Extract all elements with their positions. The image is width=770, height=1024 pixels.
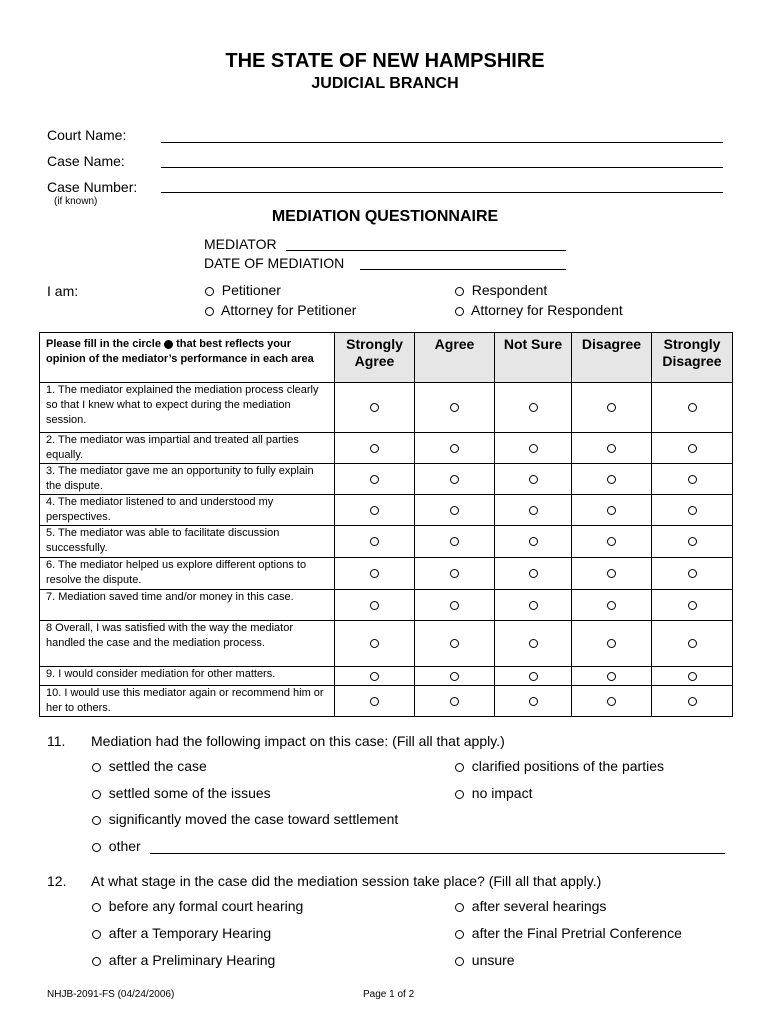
rating-cell[interactable] bbox=[572, 526, 652, 558]
mediator-label: MEDIATOR bbox=[204, 236, 277, 252]
question-text: 1. The mediator explained the mediation process clearly so that I knew what to expect during the mediation session. bbox=[40, 383, 335, 433]
rating-cell[interactable] bbox=[335, 558, 415, 590]
rating-cell[interactable] bbox=[495, 495, 572, 526]
radio-circle-icon[interactable] bbox=[529, 506, 538, 515]
option-petitioner[interactable]: Petitioner bbox=[205, 282, 281, 298]
radio-circle-icon[interactable] bbox=[450, 672, 459, 681]
rating-cell[interactable] bbox=[572, 686, 652, 717]
rating-cell[interactable] bbox=[335, 433, 415, 464]
radio-circle-icon[interactable] bbox=[607, 601, 616, 610]
rating-cell[interactable] bbox=[572, 433, 652, 464]
rating-cell[interactable] bbox=[572, 621, 652, 667]
radio-circle-icon[interactable] bbox=[688, 569, 697, 578]
option-attorney-for-petitioner[interactable]: Attorney for Petitioner bbox=[205, 302, 356, 318]
rating-cell[interactable] bbox=[415, 558, 495, 590]
radio-circle-icon[interactable] bbox=[455, 903, 464, 912]
radio-circle-icon[interactable] bbox=[450, 444, 459, 453]
radio-circle-icon[interactable] bbox=[92, 957, 101, 966]
rating-cell[interactable] bbox=[652, 621, 733, 667]
rating-cell[interactable] bbox=[495, 558, 572, 590]
radio-circle-icon[interactable] bbox=[370, 672, 379, 681]
table-row bbox=[40, 495, 733, 526]
rating-cell[interactable] bbox=[495, 590, 572, 621]
q11-option-settled-the-case[interactable]: settled the case bbox=[92, 758, 207, 774]
radio-circle-icon[interactable] bbox=[450, 601, 459, 610]
page-number: Page 1 of 2 bbox=[363, 989, 415, 1000]
table-row bbox=[40, 464, 733, 495]
radio-circle-icon[interactable] bbox=[450, 506, 459, 515]
question-text: 5. The mediator was able to facilitate discussion successfully. bbox=[40, 526, 335, 558]
radio-circle-icon[interactable] bbox=[688, 697, 697, 706]
rating-cell[interactable] bbox=[335, 621, 415, 667]
radio-circle-icon[interactable] bbox=[529, 403, 538, 412]
radio-circle-icon[interactable] bbox=[205, 287, 214, 296]
radio-circle-icon[interactable] bbox=[688, 403, 697, 412]
rating-cell[interactable] bbox=[652, 433, 733, 464]
rating-cell[interactable] bbox=[335, 590, 415, 621]
rating-cell[interactable] bbox=[652, 667, 733, 686]
option-attorney-for-respondent[interactable]: Attorney for Respondent bbox=[455, 302, 623, 318]
case-name-field[interactable] bbox=[161, 167, 723, 168]
rating-cell[interactable] bbox=[415, 526, 495, 558]
radio-circle-icon[interactable] bbox=[688, 537, 697, 546]
q12-option-after-preliminary-hearing[interactable]: after a Preliminary Hearing bbox=[92, 952, 275, 968]
i-am-label: I am: bbox=[47, 283, 79, 299]
radio-circle-icon[interactable] bbox=[455, 790, 464, 799]
page-title: THE STATE OF NEW HAMPSHIRE bbox=[225, 50, 545, 72]
rating-cell[interactable] bbox=[572, 464, 652, 495]
table-row bbox=[40, 590, 733, 621]
question-text: 10. I would use this mediator again or recommend him or her to others. bbox=[40, 686, 335, 717]
rating-cell[interactable] bbox=[415, 667, 495, 686]
radio-circle-icon[interactable] bbox=[370, 403, 379, 412]
rating-cell[interactable] bbox=[652, 464, 733, 495]
rating-cell[interactable] bbox=[652, 495, 733, 526]
q12-text: At what stage in the case did the mediation session take place? (Fill all that apply.) bbox=[91, 873, 602, 889]
rating-cell[interactable] bbox=[495, 621, 572, 667]
radio-circle-icon[interactable] bbox=[688, 444, 697, 453]
rating-cell[interactable] bbox=[335, 526, 415, 558]
case-number-field[interactable] bbox=[161, 192, 723, 193]
table-row bbox=[40, 686, 733, 717]
radio-circle-icon[interactable] bbox=[92, 843, 101, 852]
radio-circle-icon[interactable] bbox=[688, 475, 697, 484]
rating-table bbox=[39, 332, 733, 717]
rating-cell[interactable] bbox=[335, 464, 415, 495]
case-number-label: Case Number: bbox=[47, 179, 138, 195]
rating-cell[interactable] bbox=[495, 686, 572, 717]
if-known-note: (if known) bbox=[54, 196, 98, 207]
table-row bbox=[40, 558, 733, 590]
radio-circle-icon[interactable] bbox=[529, 537, 538, 546]
radio-circle-icon[interactable] bbox=[455, 930, 464, 939]
radio-circle-icon[interactable] bbox=[370, 475, 379, 484]
radio-circle-icon[interactable] bbox=[607, 444, 616, 453]
radio-circle-icon[interactable] bbox=[529, 697, 538, 706]
radio-circle-icon[interactable] bbox=[92, 930, 101, 939]
radio-circle-icon[interactable] bbox=[92, 816, 101, 825]
q12-option-after-final-pretrial[interactable]: after the Final Pretrial Conference bbox=[455, 925, 682, 941]
radio-circle-icon[interactable] bbox=[92, 903, 101, 912]
case-name-label: Case Name: bbox=[47, 153, 125, 169]
radio-circle-icon[interactable] bbox=[450, 537, 459, 546]
table-row bbox=[40, 383, 733, 433]
question-text: 4. The mediator listened to and understood my perspectives. bbox=[40, 495, 335, 526]
radio-circle-icon[interactable] bbox=[607, 569, 616, 578]
rating-cell[interactable] bbox=[572, 383, 652, 433]
q12-number: 12. bbox=[47, 873, 67, 889]
radio-circle-icon[interactable] bbox=[529, 601, 538, 610]
rating-cell[interactable] bbox=[495, 464, 572, 495]
radio-circle-icon[interactable] bbox=[450, 569, 459, 578]
radio-circle-icon[interactable] bbox=[529, 639, 538, 648]
radio-circle-icon[interactable] bbox=[370, 569, 379, 578]
radio-circle-icon[interactable] bbox=[370, 506, 379, 515]
question-text: 6. The mediator helped us explore different options to resolve the dispute. bbox=[40, 558, 335, 590]
rating-cell[interactable] bbox=[652, 526, 733, 558]
radio-circle-icon[interactable] bbox=[607, 639, 616, 648]
radio-circle-icon[interactable] bbox=[205, 307, 214, 316]
q12-option-after-several-hearings[interactable]: after several hearings bbox=[455, 898, 606, 914]
radio-circle-icon[interactable] bbox=[529, 569, 538, 578]
rating-cell[interactable] bbox=[415, 495, 495, 526]
rating-cell[interactable] bbox=[335, 495, 415, 526]
mediator-field[interactable] bbox=[286, 250, 566, 251]
rating-cell[interactable] bbox=[495, 383, 572, 433]
question-text: 2. The mediator was impartial and treated all parties equally. bbox=[40, 433, 335, 464]
q11-other-field[interactable] bbox=[150, 853, 725, 854]
question-text: 7. Mediation saved time and/or money in this case. bbox=[40, 590, 335, 621]
radio-circle-icon[interactable] bbox=[607, 403, 616, 412]
radio-circle-icon[interactable] bbox=[529, 444, 538, 453]
rating-cell[interactable] bbox=[415, 686, 495, 717]
table-header-row bbox=[40, 333, 733, 383]
q11-option-no-impact[interactable]: no impact bbox=[455, 785, 532, 801]
filled-circle-icon bbox=[164, 340, 173, 349]
form-id: NHJB-2091-FS (04/24/2006) bbox=[47, 989, 175, 1000]
table-row bbox=[40, 526, 733, 558]
rating-cell[interactable] bbox=[335, 686, 415, 717]
question-text: 3. The mediator gave me an opportunity to fully explain the dispute. bbox=[40, 464, 335, 495]
date-of-mediation-field[interactable] bbox=[360, 269, 566, 270]
q11-option-moved-toward-settlement[interactable]: significantly moved the case toward settlement bbox=[92, 811, 398, 827]
radio-circle-icon[interactable] bbox=[688, 506, 697, 515]
radio-circle-icon[interactable] bbox=[455, 763, 464, 772]
radio-circle-icon[interactable] bbox=[92, 790, 101, 799]
column-strongly-disagree: Strongly Disagree bbox=[652, 333, 733, 383]
radio-circle-icon[interactable] bbox=[688, 672, 697, 681]
rating-cell[interactable] bbox=[572, 590, 652, 621]
radio-circle-icon[interactable] bbox=[370, 697, 379, 706]
column-not-sure: Not Sure bbox=[495, 333, 572, 383]
page-subtitle: JUDICIAL BRANCH bbox=[311, 75, 459, 92]
radio-circle-icon[interactable] bbox=[607, 506, 616, 515]
q12-option-after-temporary-hearing[interactable]: after a Temporary Hearing bbox=[92, 925, 271, 941]
q11-option-settled-some-issues[interactable]: settled some of the issues bbox=[92, 785, 271, 801]
table-row bbox=[40, 621, 733, 667]
q11-option-clarified-positions[interactable]: clarified positions of the parties bbox=[455, 758, 664, 774]
radio-circle-icon[interactable] bbox=[450, 697, 459, 706]
radio-circle-icon[interactable] bbox=[370, 444, 379, 453]
radio-circle-icon[interactable] bbox=[607, 537, 616, 546]
rating-cell[interactable] bbox=[495, 526, 572, 558]
rating-cell[interactable] bbox=[572, 667, 652, 686]
rating-cell[interactable] bbox=[495, 433, 572, 464]
q11-text: Mediation had the following impact on this case: (Fill all that apply.) bbox=[91, 733, 505, 749]
q11-option-other[interactable]: other bbox=[92, 838, 141, 854]
court-name-field[interactable] bbox=[161, 142, 723, 143]
form-title: MEDIATION QUESTIONNAIRE bbox=[271, 208, 499, 225]
radio-circle-icon[interactable] bbox=[370, 639, 379, 648]
radio-circle-icon[interactable] bbox=[607, 475, 616, 484]
rating-cell[interactable] bbox=[415, 590, 495, 621]
radio-circle-icon[interactable] bbox=[92, 763, 101, 772]
rating-cell[interactable] bbox=[335, 383, 415, 433]
rating-cell[interactable] bbox=[495, 667, 572, 686]
radio-circle-icon[interactable] bbox=[455, 957, 464, 966]
radio-circle-icon[interactable] bbox=[607, 697, 616, 706]
rating-cell[interactable] bbox=[415, 464, 495, 495]
date-of-mediation-label: DATE OF MEDIATION bbox=[204, 255, 345, 271]
rating-cell[interactable] bbox=[415, 433, 495, 464]
q11-number: 11. bbox=[47, 733, 66, 749]
radio-circle-icon[interactable] bbox=[450, 639, 459, 648]
radio-circle-icon[interactable] bbox=[688, 601, 697, 610]
rating-cell[interactable] bbox=[415, 383, 495, 433]
question-text: 8 Overall, I was satisfied with the way the mediator handled the case and the mediation process. bbox=[40, 621, 335, 667]
column-strongly-agree: Strongly Agree bbox=[335, 333, 415, 383]
rating-cell[interactable] bbox=[335, 667, 415, 686]
radio-circle-icon[interactable] bbox=[607, 672, 616, 681]
radio-circle-icon[interactable] bbox=[455, 307, 464, 316]
column-agree: Agree bbox=[415, 333, 495, 383]
rating-cell[interactable] bbox=[572, 558, 652, 590]
rating-cell[interactable] bbox=[572, 495, 652, 526]
radio-circle-icon[interactable] bbox=[688, 639, 697, 648]
radio-circle-icon[interactable] bbox=[450, 475, 459, 484]
table-instructions: Please fill in the circle that best reflects your opinion of the mediator’s performance in each area bbox=[40, 333, 335, 383]
radio-circle-icon[interactable] bbox=[529, 475, 538, 484]
q12-option-unsure[interactable]: unsure bbox=[455, 952, 515, 968]
column-disagree: Disagree bbox=[572, 333, 652, 383]
radio-circle-icon[interactable] bbox=[370, 537, 379, 546]
question-text: 9. I would consider mediation for other matters. bbox=[40, 667, 335, 686]
rating-cell[interactable] bbox=[652, 590, 733, 621]
rating-cell[interactable] bbox=[652, 558, 733, 590]
radio-circle-icon[interactable] bbox=[529, 672, 538, 681]
rating-cell[interactable] bbox=[652, 686, 733, 717]
table-row bbox=[40, 433, 733, 464]
radio-circle-icon[interactable] bbox=[455, 287, 464, 296]
option-respondent[interactable]: Respondent bbox=[455, 282, 547, 298]
radio-circle-icon[interactable] bbox=[450, 403, 459, 412]
rating-cell[interactable] bbox=[652, 383, 733, 433]
q12-option-before-formal-hearing[interactable]: before any formal court hearing bbox=[92, 898, 303, 914]
radio-circle-icon[interactable] bbox=[370, 601, 379, 610]
rating-cell[interactable] bbox=[415, 621, 495, 667]
court-name-label: Court Name: bbox=[47, 127, 127, 143]
table-row bbox=[40, 667, 733, 686]
